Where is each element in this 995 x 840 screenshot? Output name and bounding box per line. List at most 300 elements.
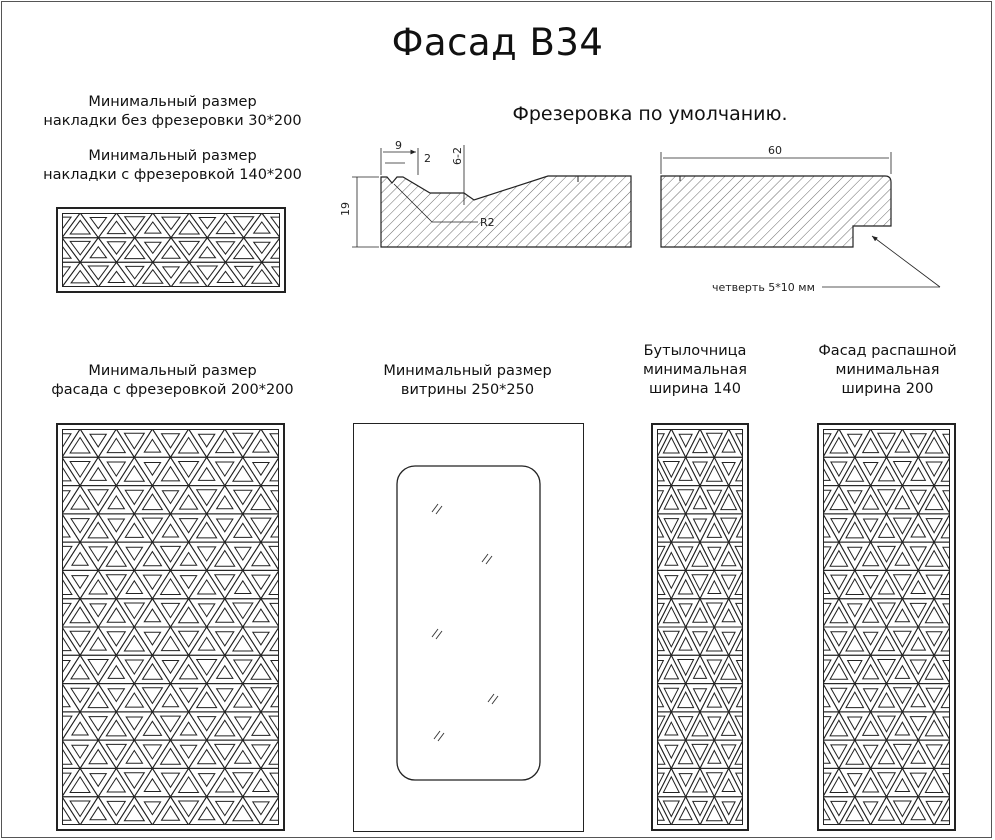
lattice-cell-inner bbox=[253, 609, 269, 622]
lattice-cell-inner bbox=[831, 745, 847, 759]
lattice-cell-inner bbox=[863, 438, 879, 452]
lattice-cell-inner bbox=[252, 552, 270, 566]
lattice-cell-inner bbox=[926, 575, 942, 589]
lattice-cell-inner bbox=[941, 522, 950, 538]
lattice-cell-inner bbox=[694, 496, 707, 509]
lattice-cell-inner bbox=[198, 547, 216, 561]
lattice-cell-inner bbox=[144, 463, 160, 476]
swing-facade-pattern-panel bbox=[817, 423, 956, 831]
lattice-cell-inner bbox=[126, 717, 142, 730]
lattice-cell-inner bbox=[910, 717, 926, 731]
lattice-cell-inner bbox=[679, 750, 693, 764]
lattice-cell-inner bbox=[722, 575, 736, 589]
lattice-cell-inner bbox=[679, 637, 692, 650]
overlay-no-milling-line2: накладки без фрезеровки 30*200 bbox=[43, 113, 302, 129]
vitrine-glass bbox=[354, 424, 582, 829]
lattice-cell-inner bbox=[693, 801, 707, 815]
lattice-cell-inner bbox=[693, 632, 707, 646]
vitrine-min-line1: Минимальный размер bbox=[383, 363, 552, 379]
lattice-cell-inner bbox=[708, 717, 721, 730]
lattice-cell-inner bbox=[145, 242, 161, 253]
lattice-cell-inner bbox=[722, 745, 736, 759]
overlay-with-milling-line2: накладки с фрезеровкой 140*200 bbox=[43, 167, 302, 183]
lattice-cell-inner bbox=[722, 779, 735, 792]
lattice-cell-inner bbox=[254, 222, 270, 233]
lattice-cell-inner bbox=[823, 751, 830, 764]
lattice-cell-inner bbox=[216, 242, 234, 254]
lattice-cell-inner bbox=[679, 547, 693, 561]
lattice-cell-inner bbox=[216, 438, 234, 452]
lattice-cell-inner bbox=[144, 609, 160, 622]
lattice-cell-inner bbox=[823, 637, 830, 650]
lattice-cell-inner bbox=[848, 491, 862, 504]
lattice-cell-inner bbox=[707, 523, 721, 537]
lattice-cell-inner bbox=[831, 632, 847, 646]
lattice-cell-inner bbox=[180, 722, 196, 735]
lattice-cell-inner bbox=[926, 801, 942, 815]
lattice-cell-inner bbox=[62, 579, 72, 595]
lattice-cell-inner bbox=[269, 749, 279, 765]
lattice-cell-inner bbox=[144, 632, 160, 645]
lattice-cell-inner bbox=[910, 547, 926, 561]
lattice-cell-inner bbox=[107, 462, 125, 476]
lattice-cell-inner bbox=[107, 801, 125, 815]
lattice-cell-inner bbox=[71, 495, 89, 509]
lattice-cell-inner bbox=[848, 717, 862, 730]
triangle-lattice bbox=[823, 429, 950, 825]
lattice-cell-inner bbox=[180, 665, 198, 679]
lattice-cell-inner bbox=[90, 468, 106, 481]
lattice-cell-inner bbox=[271, 694, 279, 707]
lattice-cell-inner bbox=[253, 802, 269, 815]
lattice-cell-inner bbox=[271, 491, 279, 504]
lattice-cell-inner bbox=[735, 579, 743, 595]
glass-glare-marks bbox=[432, 504, 498, 741]
right-profile-section bbox=[661, 176, 891, 247]
overlay-pattern-panel bbox=[56, 207, 286, 293]
lattice-cell-inner bbox=[911, 807, 925, 820]
left-profile-section bbox=[381, 176, 631, 247]
lattice-cell-inner bbox=[107, 608, 125, 622]
dim-6-2-label: 6-2 bbox=[451, 147, 464, 165]
lattice-cell-inner bbox=[271, 524, 279, 537]
lattice-cell-inner bbox=[217, 666, 233, 679]
facade-min-label bbox=[30, 362, 315, 400]
lattice-cell-inner bbox=[831, 688, 847, 702]
lattice-cell-inner bbox=[664, 519, 678, 533]
lattice-cell-inner bbox=[941, 692, 950, 708]
lattice-cell-inner bbox=[253, 632, 269, 645]
lattice-cell-inner bbox=[107, 242, 125, 254]
lattice-cell-inner bbox=[108, 519, 124, 532]
lattice-cell-inner bbox=[895, 439, 909, 452]
lattice-cell-inner bbox=[180, 553, 196, 566]
lattice-cell-inner bbox=[665, 722, 678, 735]
milling-heading: Фрезеровка по умолчанию. bbox=[512, 103, 788, 125]
lattice-cell-inner bbox=[708, 547, 721, 560]
lattice-cell-inner bbox=[693, 608, 707, 622]
lattice-cell-inner bbox=[107, 438, 125, 452]
lattice-cell-inner bbox=[895, 553, 909, 566]
lattice-cell-inner bbox=[722, 802, 735, 815]
lattice-cell-inner bbox=[911, 524, 925, 537]
lattice-cell-inner bbox=[879, 636, 895, 650]
swing-facade-label bbox=[800, 342, 975, 399]
lattice-cell-inner bbox=[62, 694, 70, 707]
lattice-cell-inner bbox=[71, 271, 89, 283]
lattice-cell-inner bbox=[72, 722, 88, 735]
lattice-cell-inner bbox=[199, 807, 215, 820]
lattice-cell-inner bbox=[252, 745, 270, 759]
lattice-cell-inner bbox=[234, 660, 252, 674]
lattice-cell-inner bbox=[199, 774, 215, 787]
dim-19-label: 19 bbox=[339, 202, 352, 216]
bottle-rack-pattern-panel bbox=[651, 423, 749, 831]
lattice-cell-inner bbox=[162, 636, 180, 650]
vitrine-panel bbox=[353, 423, 584, 832]
lattice-cell-inner bbox=[848, 661, 862, 674]
lattice-cell-inner bbox=[162, 524, 178, 537]
bottle-rack-line2: минимальная bbox=[643, 362, 747, 378]
lattice-cell-inner bbox=[62, 716, 72, 732]
lattice-cell-inner bbox=[911, 637, 925, 650]
lattice-cell-inner bbox=[895, 779, 909, 792]
lattice-cell-inner bbox=[864, 802, 878, 815]
lattice-cell-inner bbox=[269, 579, 279, 595]
lattice-cell-inner bbox=[863, 778, 879, 792]
lattice-cell-inner bbox=[665, 576, 678, 589]
lattice-cell-inner bbox=[879, 523, 895, 537]
lattice-cell-inner bbox=[911, 581, 925, 594]
lattice-cell-inner bbox=[708, 751, 721, 764]
lattice-cell-inner bbox=[848, 774, 862, 787]
lattice-cell-inner bbox=[162, 217, 180, 229]
lattice-cell-inner bbox=[693, 438, 707, 452]
lattice-cell-inner bbox=[879, 580, 895, 594]
lattice-cell-inner bbox=[125, 660, 143, 674]
lattice-cell-inner bbox=[216, 221, 234, 233]
lattice-cell-inner bbox=[252, 575, 270, 589]
lattice-cell-inner bbox=[216, 632, 234, 646]
lattice-cell-inner bbox=[722, 552, 736, 566]
lattice-cell-inner bbox=[679, 807, 692, 820]
lattice-cell-inner bbox=[926, 745, 942, 759]
lattice-cell-inner bbox=[180, 576, 196, 589]
rebate-note: четверть 5*10 мм bbox=[712, 281, 815, 294]
triangle-lattice bbox=[62, 429, 279, 825]
lattice-cell-inner bbox=[941, 636, 950, 652]
lattice-cell-inner bbox=[217, 689, 233, 702]
lattice-cell-inner bbox=[657, 579, 665, 595]
lattice-cell-inner bbox=[911, 468, 925, 481]
lattice-cell-inner bbox=[665, 745, 678, 758]
lattice-cell-inner bbox=[217, 519, 233, 532]
triangle-lattice bbox=[657, 429, 743, 825]
lattice-cell-inner bbox=[863, 721, 879, 735]
swing-facade-line2: минимальная bbox=[835, 362, 940, 378]
lattice-cell-inner bbox=[694, 689, 707, 702]
bottle-rack-line3: ширина 140 bbox=[649, 381, 741, 397]
lattice-cell-inner bbox=[926, 632, 942, 646]
facade-pattern-panel bbox=[56, 423, 285, 831]
lattice-cell-inner bbox=[199, 468, 215, 481]
lattice-cell-inner bbox=[180, 688, 198, 702]
lattice-cell-inner bbox=[864, 463, 878, 476]
lattice-cell-inner bbox=[62, 661, 70, 674]
lattice-cell-inner bbox=[735, 546, 743, 562]
lattice-cell-inner bbox=[879, 750, 895, 764]
lattice-cell-inner bbox=[62, 546, 72, 562]
lattice-cell-inner bbox=[71, 688, 89, 702]
lattice-cell-inner bbox=[664, 665, 678, 679]
lattice-cell-inner bbox=[143, 721, 161, 735]
facade-min-line1: Минимальный размер bbox=[88, 363, 257, 379]
bottle-rack-label bbox=[620, 342, 770, 399]
lattice-cell-inner bbox=[863, 608, 879, 622]
lattice-cell-inner bbox=[864, 745, 878, 758]
lattice-cell-inner bbox=[199, 604, 215, 617]
lattice-cell-inner bbox=[823, 694, 830, 707]
lattice-cell-inner bbox=[90, 637, 106, 650]
lattice-cell-inner bbox=[910, 490, 926, 504]
lattice-cell-inner bbox=[693, 462, 707, 476]
lattice-cell-inner bbox=[126, 266, 144, 278]
lattice-cell-inner bbox=[943, 661, 950, 674]
lattice-cell-inner bbox=[823, 581, 830, 594]
lattice-cell-inner bbox=[62, 491, 70, 504]
lattice-cell-inner bbox=[90, 434, 106, 447]
lattice-cell-inner bbox=[89, 750, 107, 764]
lattice-cell-inner bbox=[657, 546, 665, 562]
lattice-cell-inner bbox=[90, 807, 106, 820]
lattice-cell-inner bbox=[163, 267, 179, 278]
dim-60-label: 60 bbox=[768, 144, 782, 157]
lattice-cell-inner bbox=[708, 581, 721, 594]
lattice-cell-inner bbox=[722, 609, 735, 622]
lattice-cell-inner bbox=[90, 247, 106, 258]
lattice-cell-inner bbox=[864, 576, 878, 589]
lattice-cell-inner bbox=[217, 496, 233, 509]
lattice-cell-inner bbox=[694, 519, 707, 532]
lattice-cell-inner bbox=[89, 717, 107, 731]
lattice-cell-inner bbox=[848, 547, 862, 560]
dim-9-label: 9 bbox=[395, 139, 402, 152]
lattice-cell-inner bbox=[271, 661, 279, 674]
lattice-cell-inner bbox=[895, 666, 909, 679]
lattice-cell-inner bbox=[863, 665, 879, 679]
lattice-cell-inner bbox=[863, 495, 879, 509]
lattice-cell-inner bbox=[199, 637, 215, 650]
lattice-cell-inner bbox=[162, 467, 180, 481]
lattice-cell-inner bbox=[107, 632, 125, 646]
lattice-cell-inner bbox=[941, 579, 950, 595]
lattice-cell-inner bbox=[831, 575, 847, 589]
lattice-cell-inner bbox=[910, 773, 926, 787]
lattice-cell-inner bbox=[108, 496, 124, 509]
lattice-cell-inner bbox=[910, 603, 926, 617]
lattice-cell-inner bbox=[722, 632, 735, 645]
lattice-cell-inner bbox=[107, 778, 125, 792]
dim-2-label: 2 bbox=[424, 152, 431, 165]
lattice-cell-inner bbox=[162, 806, 180, 820]
lattice-cell-inner bbox=[895, 496, 909, 509]
dim-r2-label: R2 bbox=[480, 216, 495, 229]
lattice-cell-inner bbox=[941, 805, 950, 821]
lattice-cell-inner bbox=[657, 749, 665, 765]
lattice-cell-inner bbox=[162, 773, 180, 787]
lattice-cell-inner bbox=[848, 434, 862, 447]
lattice-cell-inner bbox=[679, 468, 692, 481]
lattice-cell-inner bbox=[707, 693, 721, 707]
lattice-cell-inner bbox=[910, 434, 926, 448]
lattice-cell-inner bbox=[180, 271, 198, 283]
lattice-cell-inner bbox=[831, 519, 847, 533]
lattice-cell-inner bbox=[235, 717, 251, 730]
lattice-cell-inner bbox=[144, 802, 160, 815]
lattice-cell-inner bbox=[269, 546, 279, 562]
lattice-cell-inner bbox=[162, 694, 178, 707]
lattice-cell-inner bbox=[180, 519, 198, 533]
lattice-cell-inner bbox=[848, 604, 862, 617]
lattice-cell-inner bbox=[722, 721, 736, 735]
lattice-cell-inner bbox=[62, 749, 72, 765]
lattice-cell-inner bbox=[943, 717, 950, 730]
lattice-cell-inner bbox=[198, 580, 216, 594]
lattice-cell-inner bbox=[180, 495, 198, 509]
lattice-cell-inner bbox=[235, 581, 251, 594]
lattice-cell-inner bbox=[216, 608, 234, 622]
lattice-cell-inner bbox=[162, 434, 180, 448]
lattice-cell-inner bbox=[707, 490, 721, 504]
lattice-cell-inner bbox=[707, 660, 721, 674]
lattice-cell-inner bbox=[253, 439, 269, 452]
vitrine-min-line2: витрины 250*250 bbox=[400, 382, 535, 398]
lattice-cell-inner bbox=[254, 242, 270, 253]
lattice-cell-inner bbox=[693, 778, 707, 792]
lattice-cell-inner bbox=[108, 689, 124, 702]
lattice-cell-inner bbox=[216, 778, 234, 792]
lattice-cell-inner bbox=[72, 553, 88, 566]
swing-facade-line3: ширина 200 bbox=[841, 381, 934, 397]
lattice-cell-inner bbox=[125, 693, 143, 707]
lattice-cell-inner bbox=[665, 553, 678, 566]
lattice-cell-inner bbox=[145, 222, 161, 233]
lattice-cell-inner bbox=[62, 524, 70, 537]
page-title: Фасад В34 bbox=[391, 21, 604, 64]
lattice-cell-inner bbox=[943, 434, 950, 447]
facade-min-line2: фасада с фрезеровкой 200*200 bbox=[51, 382, 294, 398]
lattice-cell-inner bbox=[199, 434, 215, 447]
lattice-cell-inner bbox=[253, 779, 269, 792]
lattice-cell-inner bbox=[234, 693, 252, 707]
lattice-cell-inner bbox=[943, 774, 950, 787]
lattice-cell-inner bbox=[823, 807, 830, 820]
lattice-cell-inner bbox=[722, 439, 735, 452]
lattice-cell-inner bbox=[198, 750, 216, 764]
lattice-cell-inner bbox=[90, 604, 106, 617]
lattice-cell-inner bbox=[126, 581, 142, 594]
lattice-cell-inner bbox=[89, 547, 107, 561]
lattice-cell-inner bbox=[941, 466, 950, 482]
lattice-cell-inner bbox=[943, 491, 950, 504]
overlay-with-milling-line1: Минимальный размер bbox=[88, 148, 257, 164]
lattice-cell-inner bbox=[126, 751, 142, 764]
bottle-rack-line1: Бутылочница bbox=[643, 343, 747, 359]
lattice-cell-inner bbox=[272, 267, 280, 278]
lattice-cell-inner bbox=[926, 519, 942, 533]
lattice-cell-inner bbox=[162, 661, 178, 674]
lattice-cell-inner bbox=[864, 632, 878, 645]
lattice-cell-inner bbox=[216, 801, 234, 815]
lattice-cell-inner bbox=[679, 434, 692, 447]
lattice-cell-inner bbox=[62, 267, 70, 278]
lattice-cell-inner bbox=[107, 221, 125, 233]
lattice-cell-inner bbox=[664, 688, 678, 702]
lattice-cell-inner bbox=[895, 722, 909, 735]
lattice-cell-inner bbox=[234, 523, 252, 537]
lattice-cell-inner bbox=[125, 490, 143, 504]
lattice-cell-inner bbox=[943, 604, 950, 617]
lattice-cell-inner bbox=[89, 580, 107, 594]
lattice-cell-inner bbox=[679, 717, 693, 731]
lattice-cell-inner bbox=[143, 552, 161, 566]
overlay-no-milling-line1: Минимальный размер bbox=[88, 94, 257, 110]
lattice-cell-inner bbox=[864, 689, 878, 702]
lattice-cell-inner bbox=[143, 745, 161, 759]
lattice-cell-inner bbox=[144, 439, 160, 452]
lattice-cell-inner bbox=[162, 603, 180, 617]
lattice-cell-inner bbox=[216, 462, 234, 476]
lattice-cell-inner bbox=[90, 774, 106, 787]
lattice-cell-inner bbox=[143, 575, 161, 589]
lattice-cell-inner bbox=[235, 547, 251, 560]
lattice-cell-inner bbox=[144, 779, 160, 792]
lattice-cell-inner bbox=[108, 666, 124, 679]
lattice-cell-inner bbox=[72, 745, 88, 758]
lattice-cell-inner bbox=[253, 463, 269, 476]
lattice-cell-inner bbox=[180, 745, 196, 758]
lattice-cell-inner bbox=[235, 266, 253, 278]
lattice-cell-inner bbox=[198, 717, 216, 731]
lattice-cell-inner bbox=[217, 271, 233, 282]
lattice-cell-inner bbox=[735, 716, 743, 732]
lattice-cell-inner bbox=[735, 749, 743, 765]
lattice-cell-inner bbox=[252, 721, 270, 735]
lattice-cell-inner bbox=[879, 806, 895, 820]
lattice-cell-inner bbox=[943, 547, 950, 560]
lattice-cell-inner bbox=[72, 576, 88, 589]
lattice-cell-inner bbox=[269, 716, 279, 732]
lattice-cell-inner bbox=[694, 666, 707, 679]
lattice-cell-inner bbox=[162, 491, 178, 504]
lattice-cell-inner bbox=[71, 519, 89, 533]
lattice-cell-inner bbox=[926, 688, 942, 702]
vitrine-min-label bbox=[350, 362, 585, 400]
lattice-cell-inner bbox=[823, 524, 830, 537]
lattice-cell-inner bbox=[679, 580, 693, 594]
lattice-cell-inner bbox=[879, 693, 895, 707]
lattice-cell-inner bbox=[679, 774, 692, 787]
lattice-cell-inner bbox=[235, 751, 251, 764]
lattice-cell-inner bbox=[910, 660, 926, 674]
lattice-cell-inner bbox=[234, 490, 252, 504]
lattice-cell-inner bbox=[941, 749, 950, 765]
lattice-cell-inner bbox=[911, 694, 925, 707]
lattice-cell-inner bbox=[125, 523, 143, 537]
lattice-cell-inner bbox=[864, 519, 878, 532]
lattice-cell-inner bbox=[831, 462, 847, 476]
lattice-cell-inner bbox=[199, 247, 215, 258]
